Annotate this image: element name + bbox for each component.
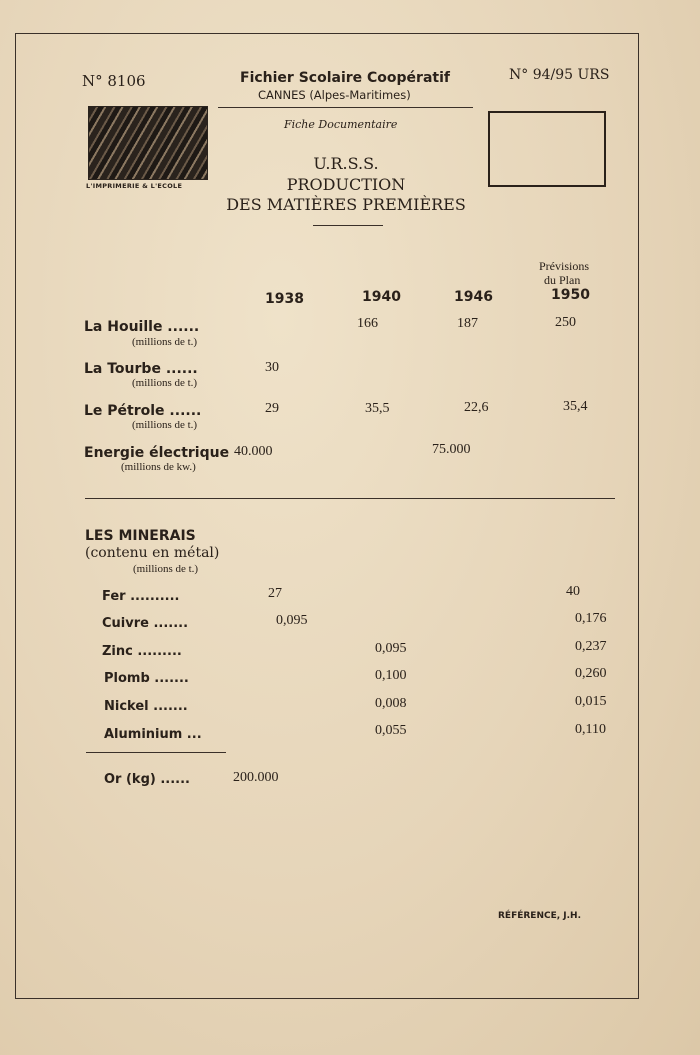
row-houille-label: La Houille ...... bbox=[84, 319, 200, 335]
title-rule bbox=[313, 225, 383, 226]
tourbe-1938: 30 bbox=[265, 360, 279, 375]
header-rule bbox=[218, 107, 473, 108]
reference-note: RÉFÉRENCE, J.H. bbox=[498, 911, 582, 921]
section-rule bbox=[85, 498, 615, 499]
electrique-1938: 40.000 bbox=[234, 444, 273, 459]
row-electrique-unit: (millions de kw.) bbox=[121, 461, 196, 473]
publisher-name: Fichier Scolaire Coopératif bbox=[240, 70, 450, 86]
logo-caption: L'IMPRIMERIE & L'ECOLE bbox=[86, 182, 183, 190]
row-petrole-label: Le Pétrole ...... bbox=[84, 403, 202, 419]
houille-1950: 250 bbox=[555, 315, 576, 330]
row-electrique-label: Energie électrique bbox=[84, 445, 230, 461]
cuivre-1938: 0,095 bbox=[276, 613, 308, 628]
fer-1938: 27 bbox=[268, 586, 282, 601]
plomb-1950: 0,260 bbox=[575, 666, 607, 681]
col-1938: 1938 bbox=[265, 291, 304, 307]
zinc-1950: 0,237 bbox=[575, 639, 607, 654]
classification-number: N° 94/95 URS bbox=[509, 67, 610, 83]
col-1950: 1950 bbox=[551, 287, 590, 303]
minerais-heading: LES MINERAIS bbox=[85, 528, 196, 544]
plan-label-2: du Plan bbox=[544, 273, 581, 287]
aluminium-1950: 0,110 bbox=[575, 722, 606, 737]
or-1938: 200.000 bbox=[233, 770, 279, 785]
houille-1946: 187 bbox=[457, 316, 478, 331]
plomb-1940: 0,100 bbox=[375, 668, 407, 683]
or-rule bbox=[86, 752, 226, 753]
fer-label: Fer .......... bbox=[102, 589, 180, 604]
minerais-subheading: (contenu en métal) bbox=[85, 545, 220, 561]
fer-1950: 40 bbox=[566, 584, 580, 599]
title-production: PRODUCTION bbox=[286, 175, 406, 194]
petrole-1950: 35,4 bbox=[563, 399, 588, 414]
houille-1940: 166 bbox=[357, 316, 378, 331]
sheet-number: N° 8106 bbox=[82, 72, 146, 90]
aluminium-1940: 0,055 bbox=[375, 723, 407, 738]
plomb-label: Plomb ....... bbox=[104, 671, 189, 686]
row-petrole-unit: (millions de t.) bbox=[132, 419, 198, 431]
petrole-1940: 35,5 bbox=[365, 401, 390, 416]
fiche-type: Fiche Documentaire bbox=[284, 118, 398, 131]
petrole-1938: 29 bbox=[265, 401, 279, 416]
row-houille-unit: (millions de t.) bbox=[132, 336, 198, 348]
row-tourbe-label: La Tourbe ...... bbox=[84, 361, 198, 377]
zinc-label: Zinc ......... bbox=[102, 644, 182, 659]
nickel-label: Nickel ....... bbox=[104, 699, 188, 714]
title-country: U.R.S.S. bbox=[313, 154, 379, 173]
zinc-1940: 0,095 bbox=[375, 641, 407, 656]
or-label: Or (kg) ...... bbox=[104, 772, 190, 787]
petrole-1946: 22,6 bbox=[464, 400, 489, 415]
cuivre-1950: 0,176 bbox=[575, 611, 607, 626]
cuivre-label: Cuivre ....... bbox=[102, 616, 189, 631]
aluminium-label: Aluminium ... bbox=[104, 727, 202, 742]
col-1946: 1946 bbox=[454, 289, 493, 305]
row-tourbe-unit: (millions de t.) bbox=[132, 377, 198, 389]
plan-label-1: Prévisions bbox=[539, 259, 590, 273]
nickel-1940: 0,008 bbox=[375, 696, 407, 711]
publisher-location: CANNES (Alpes-Maritimes) bbox=[258, 88, 411, 102]
col-1940: 1940 bbox=[362, 289, 401, 305]
minerais-unit: (millions de t.) bbox=[133, 563, 199, 575]
nickel-1950: 0,015 bbox=[575, 694, 607, 709]
title-subject: DES MATIÈRES PREMIÈRES bbox=[226, 195, 466, 214]
electrique-1946: 75.000 bbox=[432, 442, 471, 457]
